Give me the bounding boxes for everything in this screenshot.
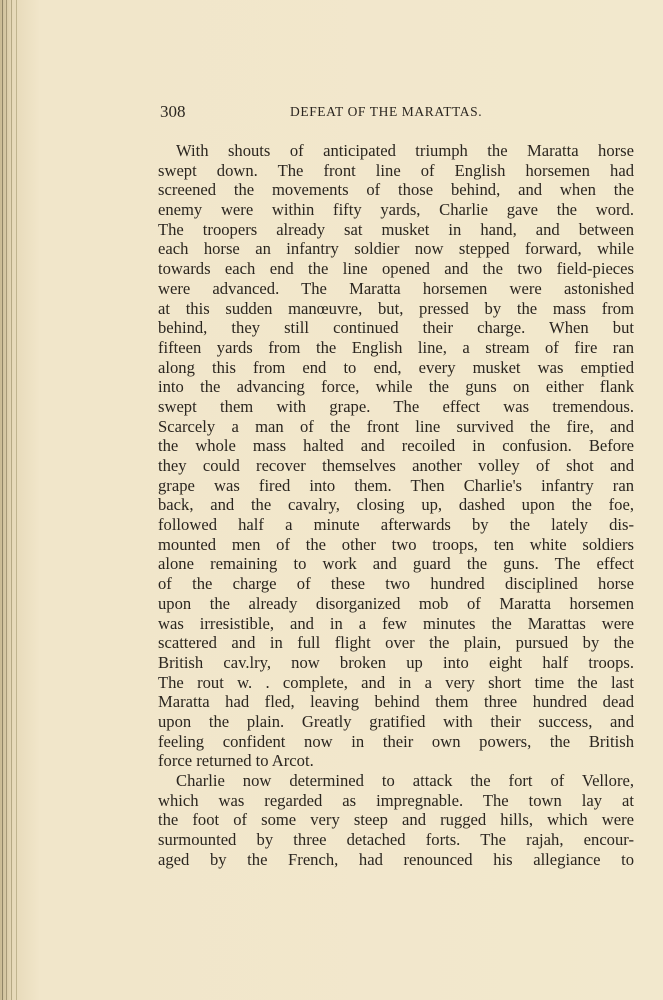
text-line: force returned to Arcot.	[158, 751, 314, 771]
text-line: back, and the cavalry, closing up, dashed upon the foe,	[158, 495, 634, 515]
text-line: aged by the French, had renounced his allegiance to	[158, 849, 634, 869]
text-line: of the charge of these two hundred disciplined horse	[158, 574, 634, 594]
text-line: upon the already disorganized mob of Maratta horsemen	[158, 593, 634, 613]
text-line: scattered and in full flight over the plain, pursued by the	[158, 633, 634, 653]
text-line: along this from end to end, every musket was emptied	[158, 357, 634, 377]
text-line: Scarcely a man of the front line survived the fire, and	[158, 416, 634, 436]
text-line: behind, they still continued their charge. When but	[158, 318, 634, 338]
text-line: the foot of some very steep and rugged hills, which were	[158, 810, 634, 830]
text-line: alone remaining to work and guard the guns. The effect	[158, 554, 634, 574]
text-line: enemy were within fifty yards, Charlie gave the word.	[158, 200, 634, 220]
text-line: followed half a minute afterwards by the lately dis-	[158, 515, 634, 535]
text-line: The troopers already sat musket in hand, and between	[158, 219, 634, 239]
binding-edge	[6, 0, 7, 1000]
text-line: British cav.lry, now broken up into eight half troops.	[158, 652, 634, 672]
text-line: screened the movements of those behind, and when the	[158, 180, 634, 200]
text-line: towards each end the line opened and the two field-pieces	[158, 259, 634, 279]
body-text	[158, 141, 634, 869]
text-line: which was regarded as impregnable. The town lay at	[158, 790, 634, 810]
text-line: With shouts of anticipated triumph the Maratta horse	[176, 141, 634, 160]
text-line: swept them with grape. The effect was tremendous.	[158, 396, 634, 416]
text-line: surmounted by three detached forts. The rajah, encour-	[158, 830, 634, 850]
text-line: upon the plain. Greatly gratified with their success, and	[158, 711, 634, 731]
text-line: into the advancing force, while the guns on either flank	[158, 377, 634, 397]
text-line: was irresistible, and in a few minutes the Marattas were	[158, 613, 634, 633]
text-line: at this sudden manœuvre, but, pressed by the mass from	[158, 298, 634, 318]
text-line: grape was fired into them. Then Charlie's infantry ran	[158, 475, 634, 495]
text-line: were advanced. The Maratta horsemen were astonished	[158, 278, 634, 298]
page-header	[160, 102, 632, 124]
binding-edge	[2, 0, 3, 1000]
binding-edge	[16, 0, 17, 1000]
running-head: DEFEAT OF THE MARATTAS.	[290, 104, 483, 119]
binding-edge	[11, 0, 12, 1000]
text-line: mounted men of the other two troops, ten white soldiers	[158, 534, 634, 554]
page-number: 308	[160, 102, 186, 121]
text-line: Charlie now determined to attack the fort of Vellore,	[176, 771, 634, 790]
text-line: swept down. The front line of English horsemen had	[158, 160, 634, 180]
text-line: Maratta had fled, leaving behind them three hundred dead	[158, 692, 634, 712]
text-line: the whole mass halted and recoiled in confusion. Before	[158, 436, 634, 456]
text-line: fifteen yards from the English line, a stream of fire ran	[158, 337, 634, 357]
text-line: each horse an infantry soldier now stepped forward, while	[158, 239, 634, 259]
text-line: The rout w. . complete, and in a very short time the last	[158, 672, 634, 692]
text-line: they could recover themselves another volley of shot and	[158, 456, 634, 475]
text-line: feeling confident now in their own powers, the British	[158, 731, 634, 751]
